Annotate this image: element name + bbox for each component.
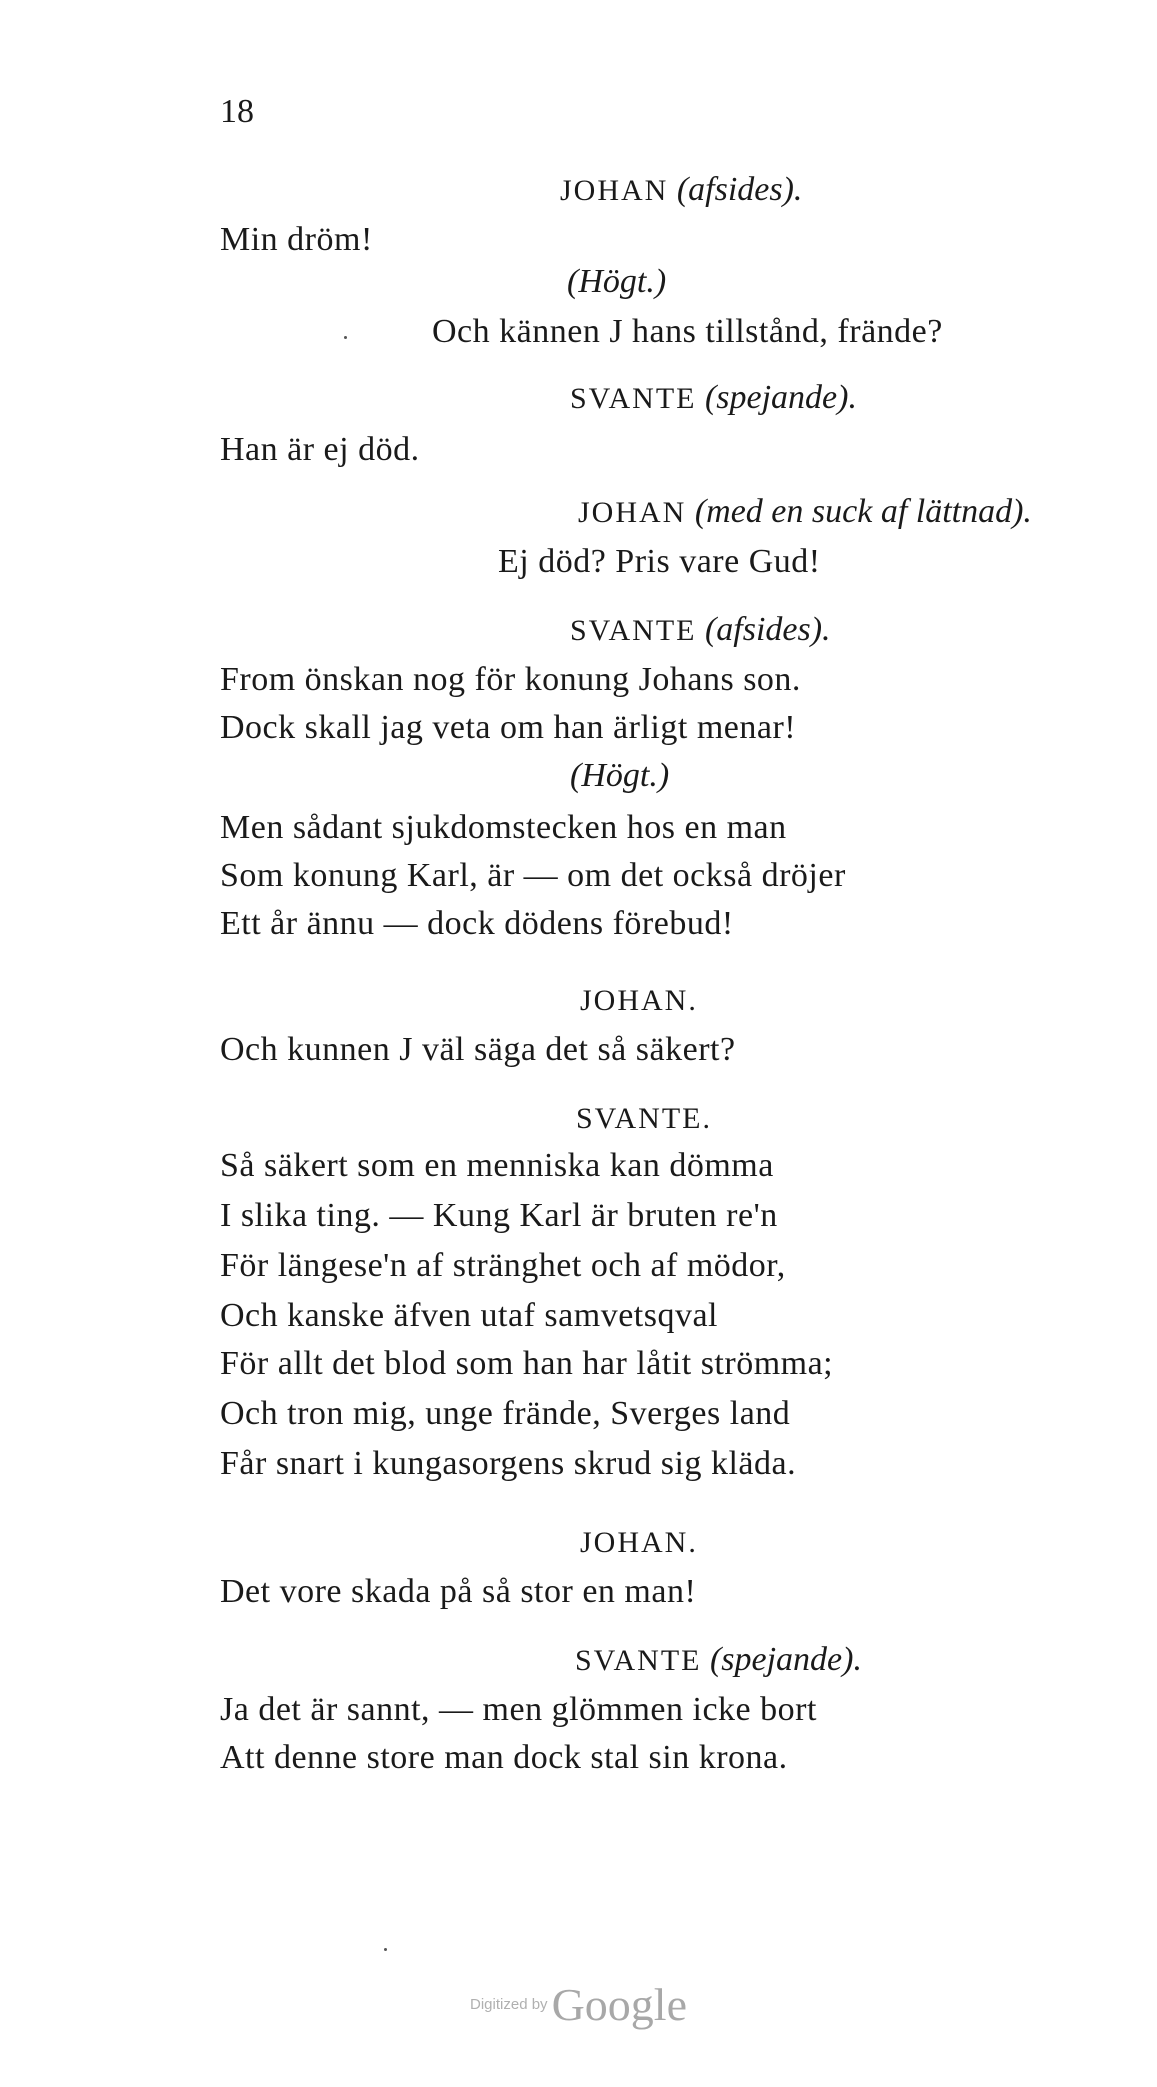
stage-direction: (med en suck af lättnad). <box>694 493 1032 530</box>
verse-line: Min dröm! <box>220 221 373 258</box>
stage-direction: (Högt.) <box>570 757 670 794</box>
verse-line: Ej död? Pris vare Gud! <box>498 543 821 580</box>
verse-line: Men sådant sjukdomstecken hos en man <box>220 809 787 846</box>
print-speck <box>344 336 347 339</box>
verse-line: Att denne store man dock stal sin krona. <box>220 1739 788 1776</box>
verse-line: Som konung Karl, är — om det också dröjer <box>220 857 846 894</box>
print-speck <box>384 1948 387 1951</box>
verse-line: Det vore skada på så stor en man! <box>220 1573 697 1610</box>
verse-line: Ett år ännu — dock dödens förebud! <box>220 905 734 942</box>
verse-line: För allt det blod som han har låtit strömma; <box>220 1345 834 1382</box>
speaker-heading <box>560 170 802 211</box>
speaker-name: SVANTE <box>570 382 697 415</box>
verse-line: Och kanske äfven utaf samvetsqval <box>220 1297 718 1334</box>
verse-line: Ja det är sannt, — men glömmen icke bort <box>220 1691 817 1728</box>
speaker-heading <box>580 1522 698 1563</box>
verse-line: Och kunnen J väl säga det så säkert? <box>220 1031 736 1068</box>
stage-direction: (afsides). <box>704 611 831 648</box>
speaker-heading <box>570 610 831 651</box>
watermark-prefix: Digitized by <box>470 1996 548 2013</box>
speaker-heading <box>576 1098 712 1139</box>
verse-line: Och tron mig, unge frände, Sverges land <box>220 1395 791 1432</box>
verse-line: Så säkert som en menniska kan dömma <box>220 1147 774 1184</box>
speaker-heading <box>575 1640 862 1681</box>
stage-direction: (spejande). <box>704 379 857 416</box>
verse-line: I slika ting. — Kung Karl är bruten re'n <box>220 1197 778 1234</box>
speaker-name: JOHAN <box>578 496 687 529</box>
verse-line: Dock skall jag veta om han ärligt menar! <box>220 709 797 746</box>
speaker-name: SVANTE <box>575 1644 702 1677</box>
verse-line: From önskan nog för konung Johans son. <box>220 661 801 698</box>
stage-direction: (afsides). <box>676 171 803 208</box>
stage-direction: (Högt.) <box>567 263 667 300</box>
verse-line: För längese'n af stränghet och af mödor, <box>220 1247 786 1284</box>
speaker-name: JOHAN. <box>580 1526 698 1559</box>
speaker-heading <box>578 492 1032 533</box>
speaker-heading <box>580 980 698 1021</box>
verse-line: Får snart i kungasorgens skrud sig kläda. <box>220 1445 797 1482</box>
speaker-name: SVANTE. <box>576 1102 712 1135</box>
watermark-brand: Google <box>551 1979 687 2030</box>
verse-line: Och kännen J hans tillstånd, frände? <box>432 313 943 350</box>
speaker-name: SVANTE <box>570 614 697 647</box>
speaker-name: JOHAN <box>560 174 669 207</box>
verse-line: Han är ej död. <box>220 431 420 468</box>
page-number: 18 <box>220 93 254 130</box>
digitization-watermark <box>0 1978 1157 2031</box>
stage-direction: (spejande). <box>709 1641 862 1678</box>
speaker-heading <box>570 378 857 419</box>
speaker-name: JOHAN. <box>580 984 698 1017</box>
